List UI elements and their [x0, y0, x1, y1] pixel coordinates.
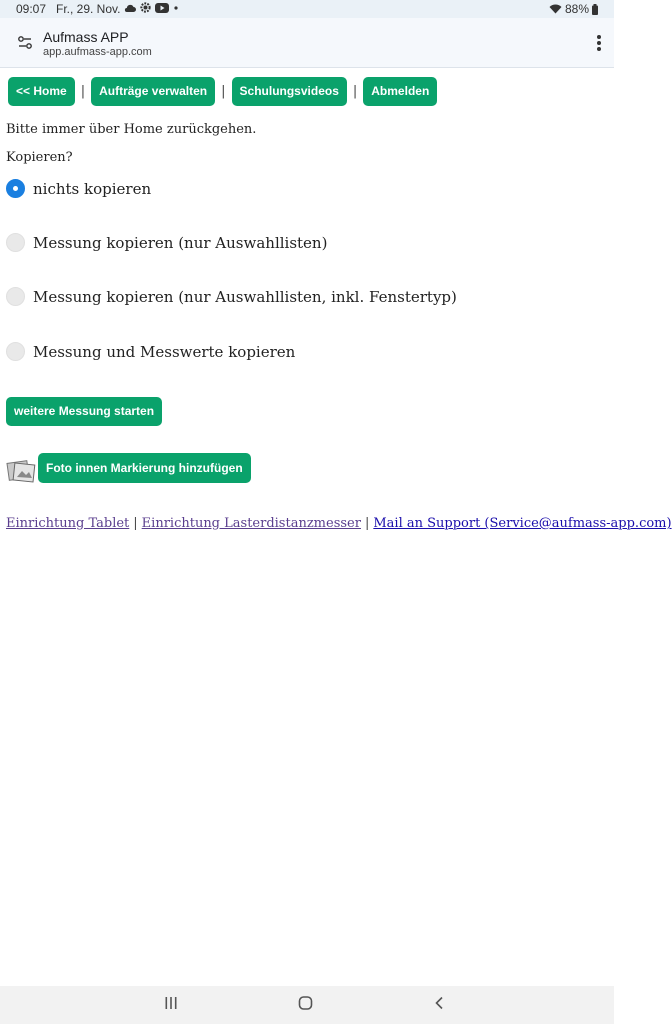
radio-option-nothing[interactable]	[6, 179, 151, 198]
page-url[interactable]: app.aufmass-app.com	[43, 46, 152, 58]
nav-separator: |	[80, 84, 86, 99]
nav-separator: |	[221, 84, 226, 99]
top-nav	[8, 77, 437, 106]
home-button[interactable]: << Home	[8, 77, 75, 106]
radio-button[interactable]	[6, 179, 25, 198]
cloud-icon	[124, 3, 136, 13]
home-icon[interactable]	[298, 996, 313, 1010]
page-title: Aufmass APP	[43, 29, 129, 45]
tablet-setup-link[interactable]: Einrichtung Tablet	[6, 516, 130, 531]
hint-text: Bitte immer über Home zurückgehen.	[6, 122, 257, 137]
status-notification-icons	[124, 2, 179, 13]
back-icon[interactable]	[434, 996, 444, 1010]
start-measurement-button[interactable]: weitere Messung starten	[6, 397, 162, 426]
browser-toolbar	[0, 18, 614, 68]
laser-setup-link[interactable]: Einrichtung Lasterdistanzmesser	[141, 516, 361, 531]
radio-label: Messung kopieren (nur Auswahllisten)	[33, 233, 328, 252]
radio-button[interactable]	[6, 287, 25, 306]
copy-question: Kopieren?	[6, 150, 73, 165]
radio-label: nichts kopieren	[33, 179, 152, 198]
site-settings-icon[interactable]	[16, 34, 34, 52]
add-photo-button[interactable]: Foto innen Markierung hinzufügen	[38, 453, 251, 483]
radio-label: Messung und Messwerte kopieren	[33, 342, 296, 361]
radio-option-lists[interactable]	[6, 233, 327, 252]
youtube-icon	[155, 3, 169, 13]
link-separator: |	[133, 516, 138, 531]
recent-apps-icon[interactable]	[164, 996, 178, 1010]
photo-icon[interactable]	[6, 457, 36, 483]
more-menu-icon[interactable]	[596, 34, 602, 52]
wifi-icon	[549, 4, 562, 14]
battery-percent: 88%	[564, 2, 589, 16]
radio-button[interactable]	[6, 233, 25, 252]
training-videos-button[interactable]: Schulungsvideos	[232, 77, 347, 106]
footer-links	[6, 516, 672, 531]
status-bar	[0, 0, 614, 18]
nav-separator: |	[352, 84, 358, 99]
status-date: Fr., 29. Nov.	[56, 2, 121, 16]
radio-label: Messung kopieren (nur Auswahllisten, inkl. Fenstertyp)	[33, 287, 457, 306]
status-right	[549, 2, 598, 16]
add-photo-row	[6, 453, 251, 483]
status-time: 09:07	[16, 2, 47, 16]
system-nav-bar	[0, 986, 614, 1024]
dot-icon	[173, 5, 179, 11]
support-mail-link[interactable]: Mail an Support (Service@aufmass-app.com)	[373, 516, 672, 531]
link-separator: |	[364, 516, 370, 531]
logout-button[interactable]: Abmelden	[363, 77, 437, 106]
manage-orders-button[interactable]: Aufträge verwalten	[91, 77, 215, 106]
gear-icon	[140, 2, 151, 13]
radio-option-lists-windowtype[interactable]	[6, 287, 457, 306]
radio-option-measurement-values[interactable]	[6, 342, 295, 361]
radio-button[interactable]	[6, 342, 25, 361]
battery-icon	[592, 4, 598, 15]
